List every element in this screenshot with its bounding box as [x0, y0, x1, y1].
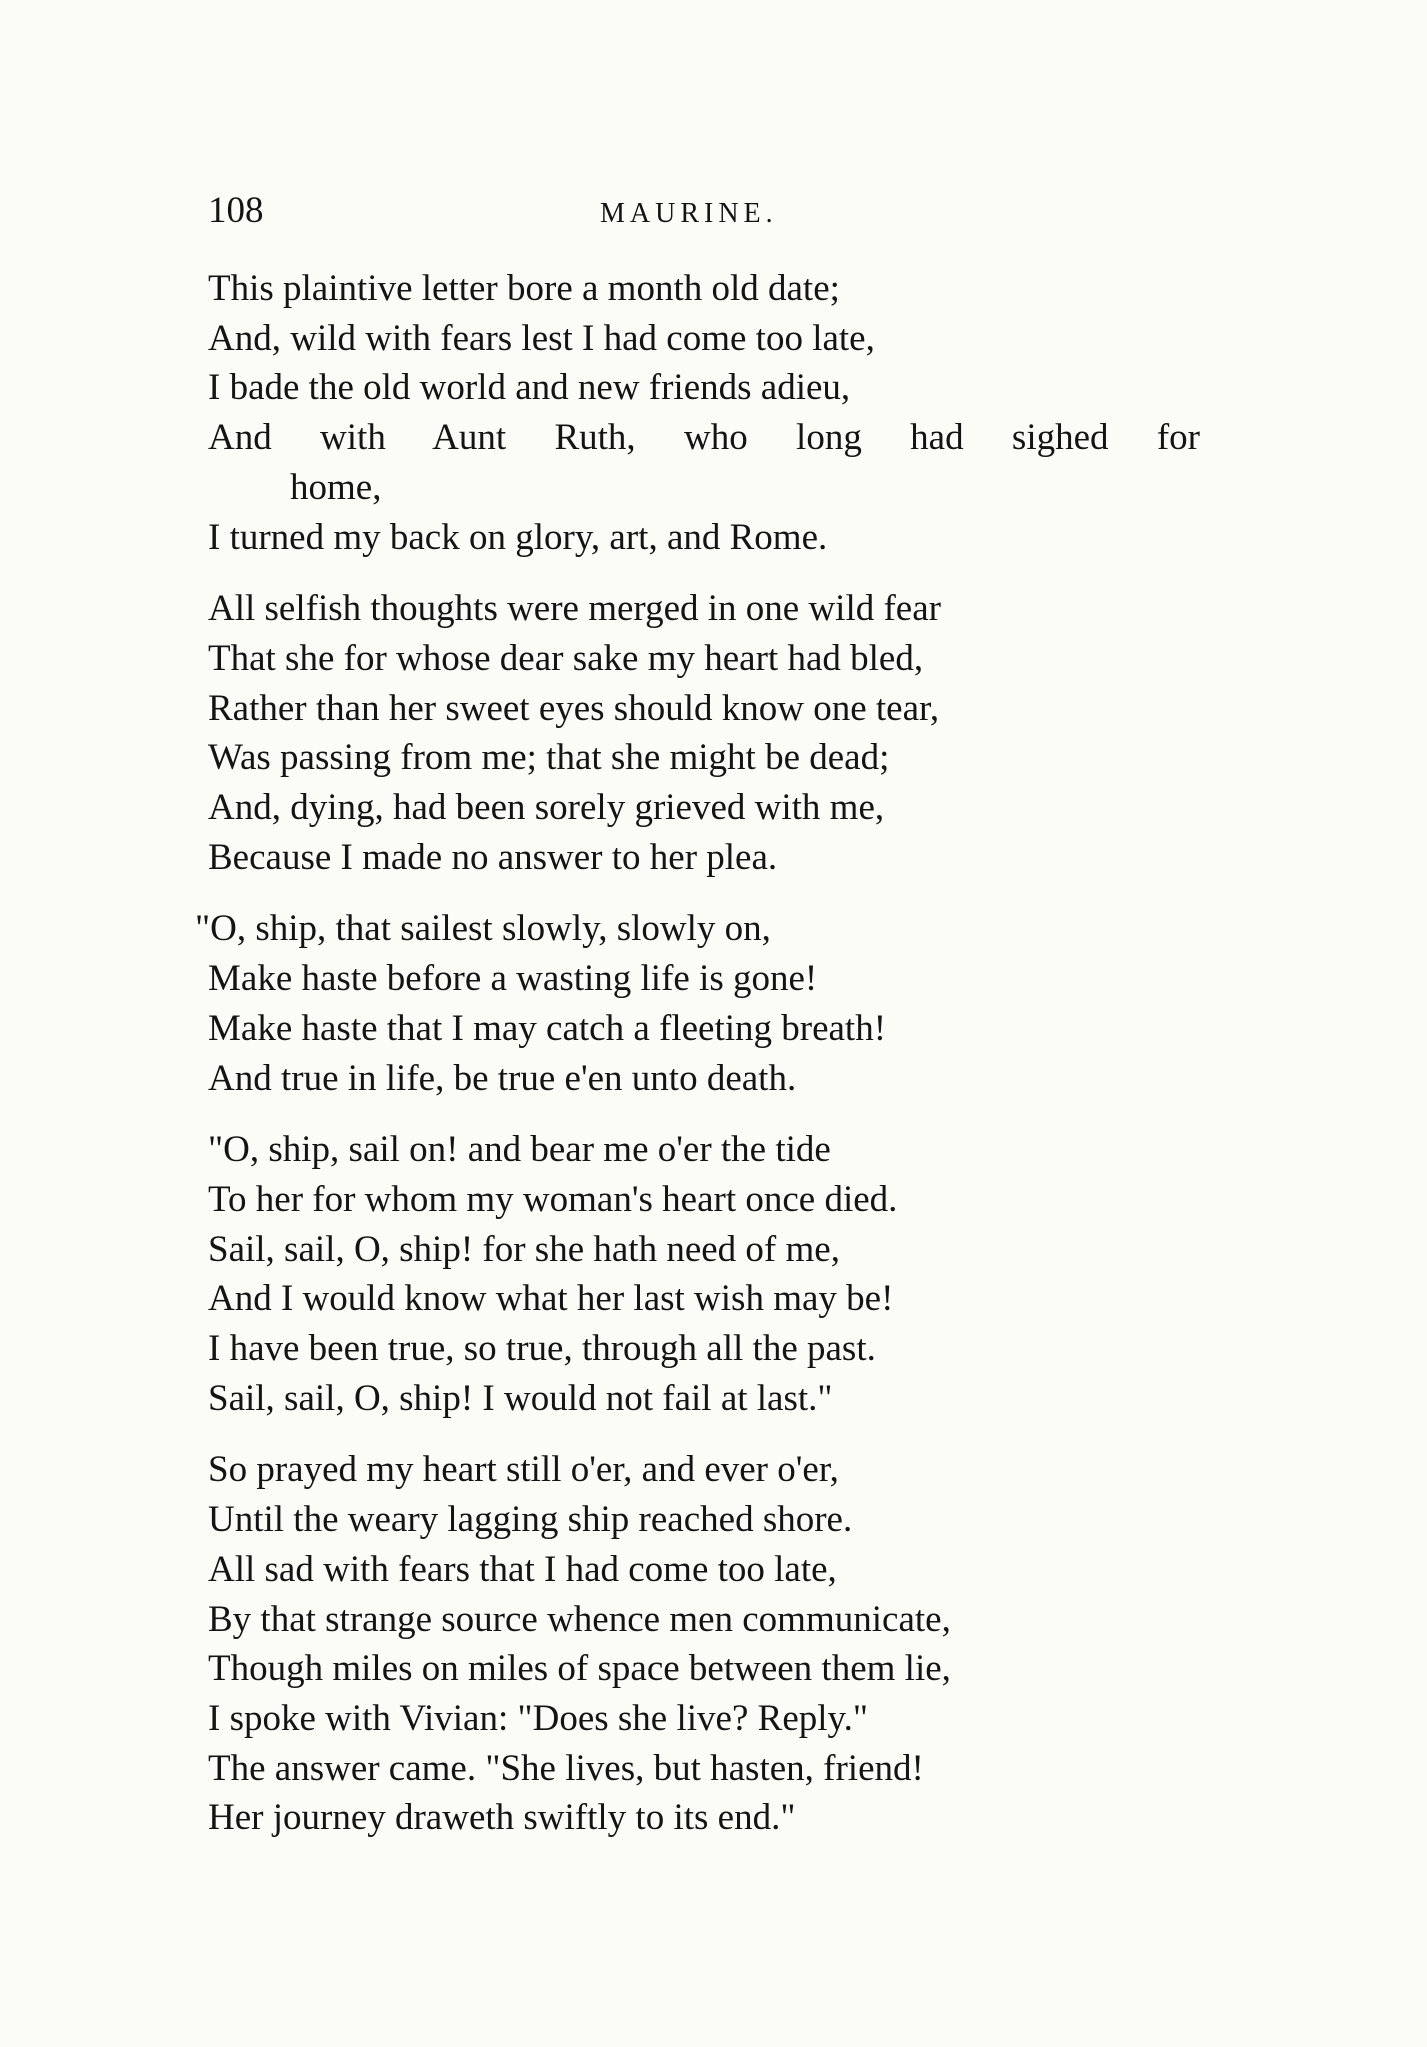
stanza-2 — [208, 584, 1208, 882]
poem-line: And, wild with fears lest I had come too late, — [208, 317, 875, 359]
poem-line: Make haste that I may catch a fleeting breath! — [208, 1007, 887, 1049]
page-number: 108 — [208, 190, 264, 231]
poem-line: Until the weary lagging ship reached shore. — [208, 1499, 853, 1541]
poem-line: To her for whom my woman's heart once died. — [208, 1178, 898, 1220]
poem-line-turnover: home, — [290, 466, 382, 508]
poem-line: Sail, sail, O, ship! for she hath need of me, — [208, 1228, 840, 1270]
poem-line: Rather than her sweet eyes should know one tear, — [208, 687, 940, 729]
poem-line: I have been true, so true, through all the past. — [208, 1328, 876, 1370]
poem-line: So prayed my heart still o'er, and ever o'er, — [208, 1449, 839, 1491]
poem-line: "O, ship, that sailest slowly, slowly on, — [195, 908, 771, 950]
poem-line: Sail, sail, O, ship! I would not fail at last." — [208, 1377, 833, 1419]
poem-line: This plaintive letter bore a month old date; — [208, 268, 840, 309]
poem-line: I spoke with Vivian: "Does she live? Reply." — [208, 1697, 868, 1739]
poem-line: And I would know what her last wish may be! — [208, 1278, 894, 1320]
poem-line: By that strange source whence men communicate, — [208, 1598, 951, 1640]
stanza-5 — [208, 1445, 1208, 1843]
stanza-3 — [195, 904, 1208, 1103]
poem-line: I bade the old world and new friends adieu, — [208, 367, 851, 409]
poem-line: And, dying, had been sorely grieved with me, — [208, 787, 885, 829]
poem-line: And true in life, be true e'en unto death. — [208, 1057, 797, 1099]
poem-line: Because I made no answer to her plea. — [208, 836, 778, 878]
poem-line: Was passing from me; that she might be dead; — [208, 737, 890, 779]
running-title: MAURINE. — [600, 198, 778, 229]
poem-line: Though miles on miles of space between them lie, — [208, 1648, 951, 1690]
poem-line: I turned my back on glory, art, and Rome. — [208, 516, 828, 558]
stanza-4 — [208, 1125, 1208, 1423]
poem-line: Make haste before a wasting life is gone! — [208, 958, 818, 1000]
poem-line: All selfish thoughts were merged in one wild fear — [208, 588, 941, 630]
poem-line: "O, ship, sail on! and bear me o'er the tide — [208, 1129, 831, 1171]
poem-line: That she for whose dear sake my heart had bled, — [208, 637, 924, 679]
running-head — [208, 186, 1208, 236]
poem-text — [195, 264, 1208, 1865]
poem-line: All sad with fears that I had come too late, — [208, 1548, 837, 1590]
poem-line: The answer came. "She lives, but hasten, friend! — [208, 1747, 924, 1789]
stanza-1 — [208, 264, 1208, 562]
poem-line: And with Aunt Ruth, who long had sighed for — [208, 417, 1200, 459]
poem-line: Her journey draweth swiftly to its end." — [208, 1797, 796, 1839]
